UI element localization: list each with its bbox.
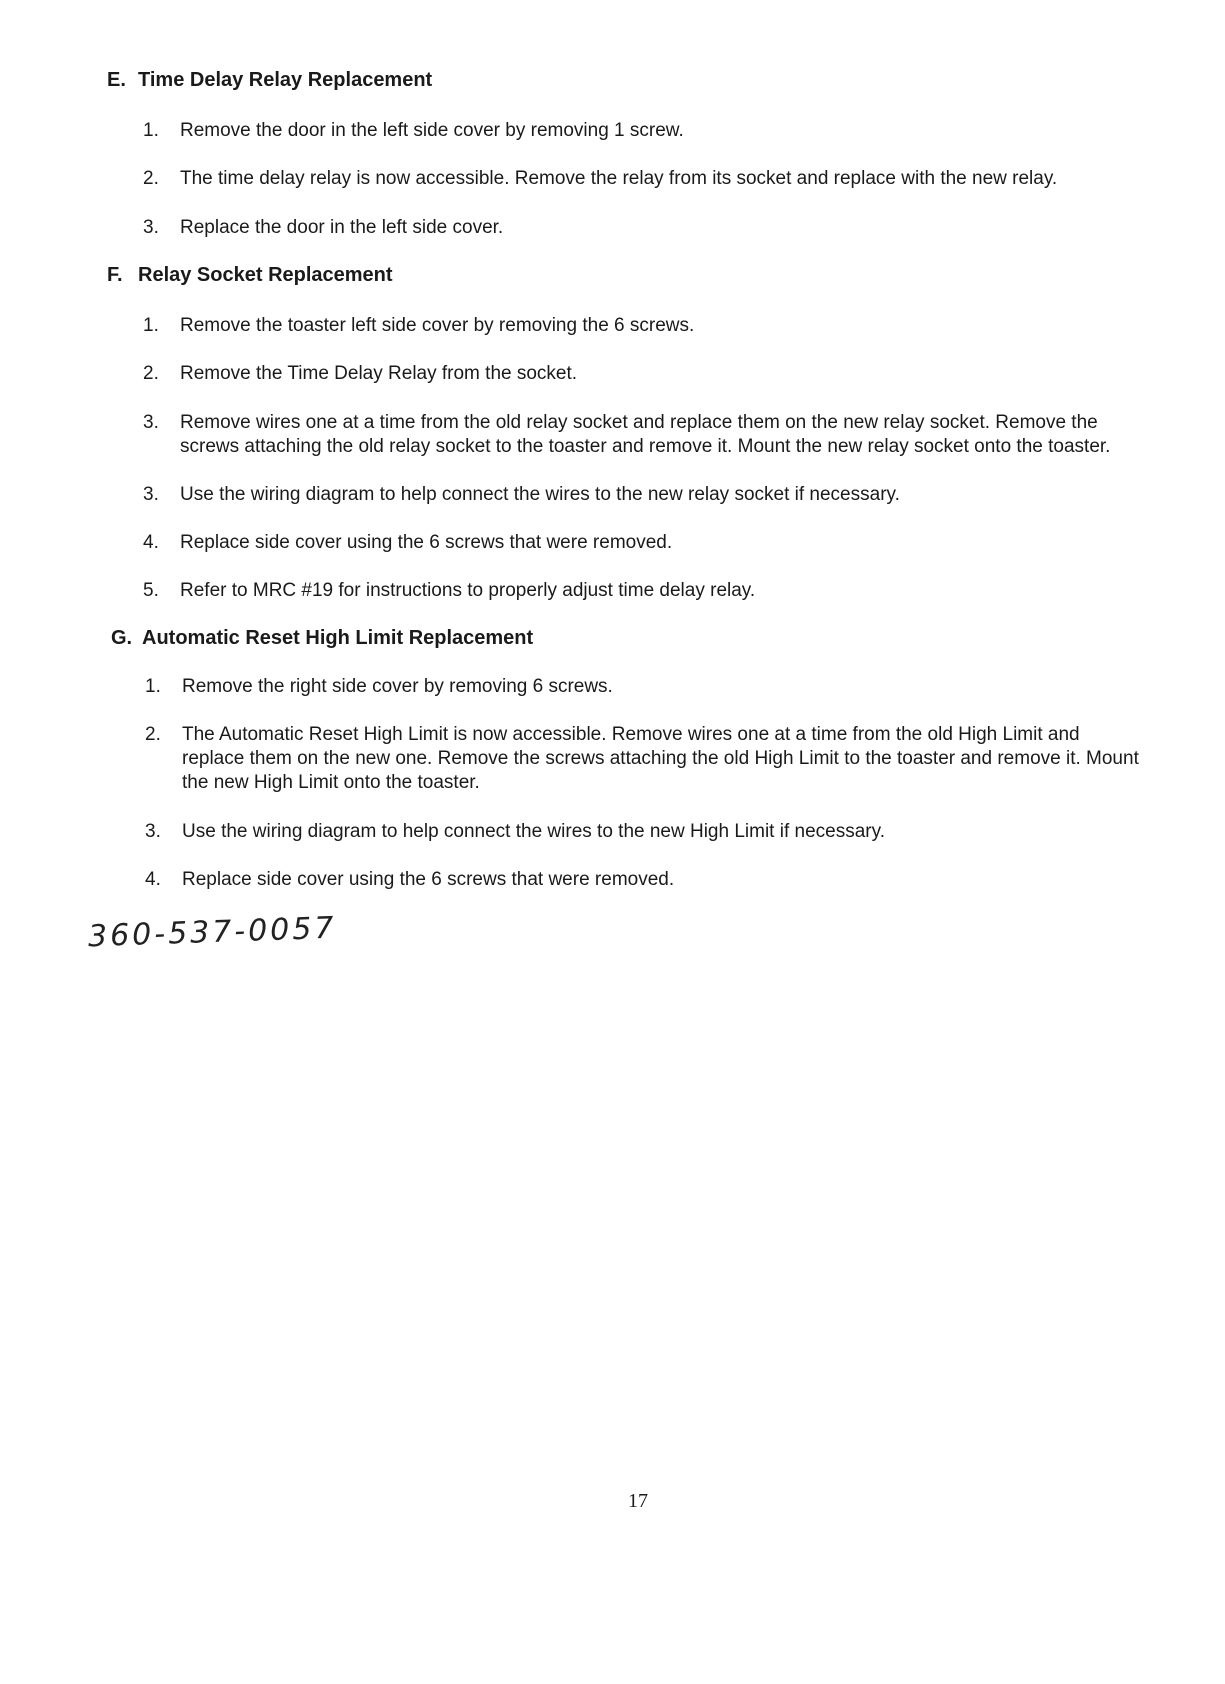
step-text: Replace side cover using the 6 screws that were removed. [182,869,675,890]
step-item [143,483,1143,507]
section-title: Relay Socket Replacement [138,264,393,286]
step-item [143,362,1143,386]
step-item [143,216,1143,240]
step-text: Remove the right side cover by removing 6 screws. [182,676,613,697]
step-number: 3. [143,217,159,238]
step-text: Remove the Time Delay Relay from the socket. [180,363,578,384]
section-letter: F. [107,264,123,286]
step-number: 2. [143,363,159,384]
page-number: 17 [628,1490,648,1512]
step-number: 4. [145,869,161,890]
section-title: Time Delay Relay Replacement [138,69,433,91]
step-number: 1. [143,315,159,336]
section-heading-e [107,69,432,92]
step-text: Use the wiring diagram to help connect the wires to the new relay socket if necessary. [180,484,900,505]
step-item [145,868,1145,892]
section-letter: G. [111,627,133,649]
step-item [143,167,1143,191]
step-text: The time delay relay is now accessible. Remove the relay from its socket and replace with the new relay. [180,168,1058,189]
step-number: 2. [143,168,159,189]
step-number: 1. [143,120,159,141]
step-number: 3. [145,821,161,842]
handwritten-phone-note: 360-537-0057 [87,910,338,955]
step-item [143,314,1143,338]
step-number: 5. [143,580,159,601]
step-item [143,579,1143,603]
section-title: Automatic Reset High Limit Replacement [142,627,534,649]
step-text: Use the wiring diagram to help connect the wires to the new High Limit if necessary. [182,821,885,842]
step-text: Remove the door in the left side cover by removing 1 screw. [180,120,684,141]
step-text: Refer to MRC #19 for instructions to properly adjust time delay relay. [180,580,756,601]
step-item [143,119,1143,143]
step-text: Replace the door in the left side cover. [180,217,504,238]
section-letter: E. [107,69,126,91]
step-item [143,531,1143,555]
step-text: Remove wires one at a time from the old relay socket and replace them on the new relay socket. Remove the screws attaching the old relay socket to the toaster and remove it. Mount the new relay socket onto the toaster. [180,412,1111,457]
step-item [145,723,1145,795]
step-text: Replace side cover using the 6 screws that were removed. [180,532,673,553]
step-number: 3. [143,412,159,433]
step-number: 3. [143,484,159,505]
section-heading-f [107,264,393,287]
section-heading-g [111,627,533,650]
step-item [145,675,1145,699]
step-number: 4. [143,532,159,553]
step-text: Remove the toaster left side cover by removing the 6 screws. [180,315,695,336]
step-number: 1. [145,676,161,697]
step-item [143,411,1143,459]
step-number: 2. [145,724,161,745]
step-item [145,820,1145,844]
step-text: The Automatic Reset High Limit is now accessible. Remove wires one at a time from the old High Limit and replace them on the new one. Remove the screws attaching the old High Limit to the toaster and remove it. Mount the new High Limit onto the toaster. [182,724,1139,793]
